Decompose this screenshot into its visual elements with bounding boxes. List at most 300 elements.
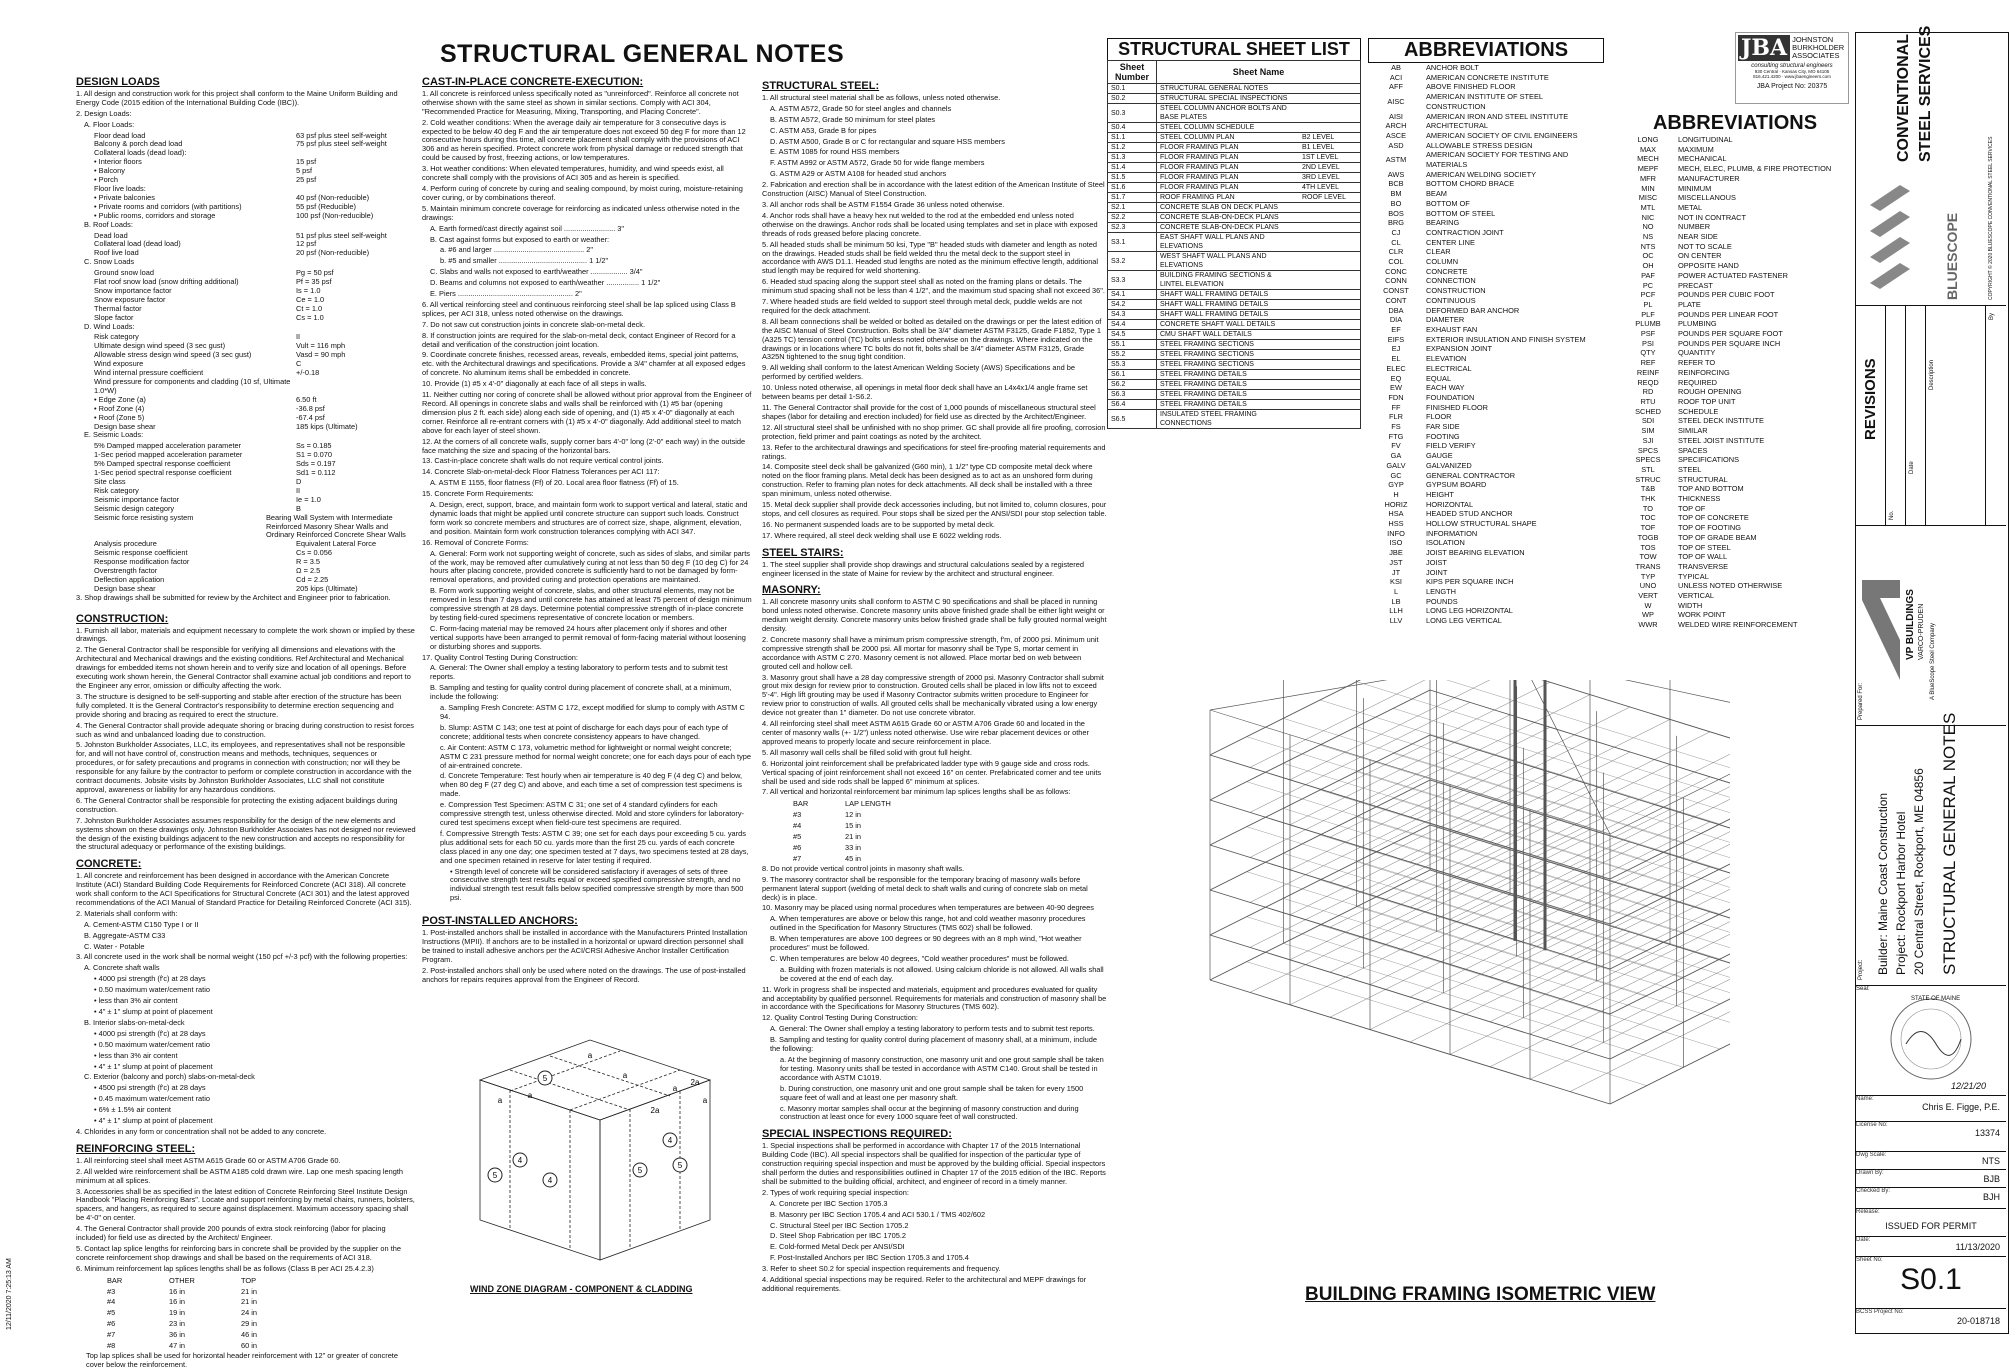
abbr-key: NS (1642, 232, 1654, 242)
abbr-meaning: MECH, ELEC, PLUMB, & FIRE PROTECTION (1678, 164, 1832, 174)
lap-cell: #7 (107, 1330, 116, 1340)
sheet-level (1299, 233, 1361, 252)
load-value: 55 psf (Reducible) (296, 201, 356, 211)
abbr-meaning: MINIMUM (1678, 183, 1712, 193)
note: 10. Unless noted otherwise, all openings in metal floor deck shall have an L4x4x1/4 angle frame set between beams per detail 1-S6.2. (762, 383, 1088, 402)
note: 12. All structural steel shall be unfinished with no shop primer. GC shall provide all fire proofing, corrosion protection, field primer and paint coatings as noted by the architect. (762, 422, 1106, 441)
drawn-by: BJB (1983, 1174, 2000, 1184)
abbr-key: MFR (1639, 173, 1656, 183)
load-row (94, 249, 416, 258)
project-name: Project: Rockport Harbor Hotel (1894, 811, 1908, 975)
abbr-meaning: WORK POINT (1678, 610, 1726, 620)
abbr-meaning: FAR SIDE (1426, 422, 1460, 432)
load-label: Response modification factor (94, 557, 190, 567)
load-value: 12 psf (296, 239, 317, 249)
abbr-key: REF (1640, 358, 1656, 368)
steel-stairs-heading: STEEL STAIRS: (762, 546, 844, 559)
reinforcing-notes (76, 1157, 416, 1274)
abbr-key: GALV (1386, 460, 1406, 470)
license-no: 13374 (1974, 1128, 2000, 1138)
note: 4. The General Contractor shall provide adequate shoring or bracing during construction to resist forces such as wind and unbalanced loading due to construction. (76, 720, 414, 739)
abbr-row (1620, 620, 1833, 630)
load-row (94, 158, 416, 167)
sheet-level (1299, 330, 1361, 340)
abbr-key: H (1393, 489, 1399, 499)
sheet-row (1108, 233, 1361, 252)
abbr-key: SJI (1642, 435, 1654, 445)
abbr-row (1368, 587, 1604, 597)
abbr-key: EF (1391, 324, 1401, 334)
zone-label: 4 (547, 1176, 553, 1185)
note: 2. Materials shall conform with: (76, 908, 178, 918)
abbr-meaning: AMERICAN CONCRETE INSTITUTE (1426, 72, 1549, 82)
abbr-row (1368, 529, 1604, 539)
note: 17. Quality Control Testing During Construction: (422, 652, 578, 662)
note: C. ASTM A53, Grade B for pipes (770, 125, 877, 135)
abbr-row (1620, 572, 1833, 582)
note: 2. Post-installed anchors shall only be used where noted on the drawings. The use of post-installed anchors for repairs requires approval from the Engineer of Record. (422, 965, 746, 984)
sheet-row (1108, 410, 1361, 429)
abbr-meaning: FOOTING (1426, 431, 1460, 441)
load-value: 100 psf (Non-reducible) (296, 210, 374, 220)
rev-col-line (1905, 305, 1906, 525)
abbr-key: BM (1390, 189, 1402, 199)
abbr-key: L (1393, 586, 1399, 596)
abbr-meaning: PRECAST (1678, 280, 1713, 290)
load-label: • Balcony (94, 166, 125, 176)
lap-cell: #5 (107, 1308, 116, 1318)
sheet-number: S4.1 (1108, 290, 1157, 300)
column-design-loads (76, 70, 416, 1372)
abbr-row (1368, 422, 1604, 432)
note: B. Aggregate-ASTM C33 (84, 930, 166, 940)
abbr-meaning: ELECTRICAL (1426, 363, 1472, 373)
abbr-key: MISC (1638, 193, 1658, 203)
csc-name: CONVENTIONAL (1895, 34, 1912, 162)
framing-member (1530, 879, 1730, 989)
abbr-key: ACI (1389, 72, 1403, 82)
abbr-meaning: COLUMN (1426, 257, 1459, 267)
abbr-row (1368, 335, 1604, 345)
note: D. ASTM A500, Grade B or C for rectangular and square HSS members (770, 136, 1005, 146)
zone-label: a (622, 1071, 628, 1080)
abbr-meaning: THICKNESS (1678, 494, 1721, 504)
load-label: Floor live loads: (94, 183, 146, 193)
framing-member (1570, 757, 1730, 867)
sheet-level: 1ST LEVEL (1299, 153, 1361, 163)
abbr-key: MAX (1639, 144, 1656, 154)
load-label: Seismic design category (94, 503, 175, 513)
abbr-key: TOGB (1637, 532, 1659, 542)
load-value: 205 kips (Ultimate) (296, 583, 358, 593)
load-label: Snow exposure factor (94, 294, 166, 304)
masonry-notes (762, 598, 1107, 797)
load-value: 6.50 ft (296, 394, 317, 404)
abbr-meaning: JOIST (1426, 557, 1447, 567)
note: 4. Anchor rods shall have a heavy hex nut welded to the rod at the embedded end unless noted otherwise on the drawings. Anchor rods shall be located using templates and set in place with exposed threads of rods greased before placing concrete. (762, 210, 1098, 238)
sheet-number: S1.2 (1108, 143, 1157, 153)
abbr-key: PC (1642, 280, 1654, 290)
note: 3. Refer to sheet S0.2 for special inspection requirements and frequency. (762, 1264, 1001, 1274)
note: C. Exterior (balcony and porch) slabs-on-metal-deck (84, 1072, 255, 1082)
note: B. Sampling and testing for quality control during placement of concrete shall, at a minimum, include the following: (430, 683, 732, 702)
lap-cell: 21 in (845, 832, 862, 842)
reinforcing-heading: REINFORCING STEEL: (76, 1142, 196, 1155)
sheet-number: S6.2 (1108, 380, 1157, 390)
note: • less than 3% air content (94, 1050, 178, 1060)
abbr-row (1620, 261, 1833, 271)
bluescope-logo-icon (1860, 175, 1940, 305)
note: B. Sampling and testing for quality control during placement of masonry shall, at a minimum, include the following: (770, 1035, 1097, 1054)
abbr-meaning: POWER ACTUATED FASTENER (1678, 270, 1788, 280)
load-value: R = 3.5 (296, 557, 321, 567)
abbr-key: HSS (1388, 519, 1404, 529)
note: A. General: The Owner shall employ a testing laboratory to perform tests and to submit test reports. (770, 1024, 1095, 1034)
sheet-number: S1.1 (1108, 133, 1157, 143)
note: 7. Where headed studs are field welded to support steel through metal deck, puddle welds are not required for the deck attachment. (762, 297, 1083, 315)
load-label: Wind internal pressure coefficient (94, 368, 204, 378)
abbr-meaning: WELDED WIRE REINFORCEMENT (1678, 620, 1798, 630)
zone-label: a (587, 1051, 593, 1060)
abbr-key: JST (1389, 557, 1403, 567)
label: Dwg Scale: (1856, 1152, 1887, 1158)
note: 7. All vertical and horizontal reinforcement bar minimum lap splices lengths shall be as follows: (762, 787, 1071, 797)
abbr-meaning: HEADED STUD ANCHOR (1426, 509, 1513, 519)
sheet-row (1108, 370, 1361, 380)
abbr-row (1620, 416, 1833, 426)
abbr-row (1620, 475, 1833, 485)
load-value: 5 psf (296, 166, 313, 176)
note: 5. Contact lap splice lengths for reinforcing bars in concrete shall be provided by the supplier on the concrete reinforcement shop drawings and shall be based on the requirements of ACI 318. (76, 1243, 401, 1262)
note: 1. Post-installed anchors shall be installed in accordance with the Manufacturers Printed Installation Instructions (MPII). If anchors are to be installed in a horizontal or upward direction personnel shall be trained to install adhesive anchors per the ACI/CRSI Adhesive Anchor Installer Certification Program. (422, 928, 748, 964)
abbr-row (1620, 348, 1833, 358)
note: 3. The structure is designed to be self-supporting and stable after erection of the structure has been fully completed. It is the General Contractor's responsibility to determine erection sequencing and provide shoring and bracing as required to erect the structure. (76, 691, 402, 719)
lap-cell: 23 in (169, 1319, 186, 1329)
load-label: 1-Sec period spectral response coefficient (94, 468, 232, 478)
rev-col-line (1925, 305, 1926, 525)
note: 8. All beam connections shall be welded or bolted as detailed on the drawings or per the latest edition of the AISC Manual of Steel Construction. Bolts shall be 3/4" diameter ASTM F3125, Grade F1852, Type 1 (A325 TC) tension control (TC) bolts unless noted otherwise on the drawings. Where indicated on the drawings or in locations where TC bolts do not fit, bolts shall be 3/4" diameter ASTM F3125, Grade A325N tightened to the snug tight condition. (762, 316, 1102, 362)
note: 6. Horizontal joint reinforcement shall be prefabricated ladder type with 9 gauge side and cross rods. Vertical spacing of joint reinforcement shall not exceed 16" on center. Prefabricated corner and tee units shall be used and side rods shall be lapped 6" minimum at splices. (762, 758, 1102, 786)
note: 6. The General Contractor shall be responsible for protecting the existing adjacent buildings during construction. (76, 795, 398, 814)
sheet-name: STRUCTURAL GENERAL NOTES (1157, 84, 1300, 94)
seismic-loads-list (76, 442, 416, 593)
note: 8. If construction joints are required for the slab-on-metal deck, contact Engineer of Record for a detail and verification of the construction joint location. (422, 330, 736, 349)
sheet-name: STRUCTURAL SPECIAL INSPECTIONS (1157, 94, 1300, 104)
abbr-key: SIM (1641, 426, 1655, 436)
abbr-key: AISI (1389, 111, 1403, 121)
note: 1. The steel supplier shall provide shop drawings and structural calculations sealed by a registered engineer licensed in the state of Maine for review by the architect and structural engineer. (762, 559, 1084, 578)
load-label: 5% Damped mapped acceleration parameter (94, 441, 242, 451)
sheet-number: S1.6 (1108, 183, 1157, 193)
abbr-row (1368, 606, 1604, 616)
abbr-meaning: POUNDS PER SQUARE FOOT (1678, 329, 1783, 339)
seal-date: 12/21/20 (1950, 1081, 1986, 1091)
note: a. #6 and larger ............................................ 2" (440, 245, 593, 255)
abbr-meaning: ARCHITECTURAL (1426, 121, 1489, 131)
note: 3. All anchor rods shall be ASTM F1554 Grade 36 unless noted otherwise. (762, 199, 1005, 209)
sheet-level: 4TH LEVEL (1299, 183, 1361, 193)
load-label: Floor dead load (94, 130, 146, 140)
abbr-meaning: TOP OF WALL (1678, 552, 1728, 562)
abbr-key: JBE (1389, 548, 1403, 558)
abbr-meaning: AMERICAN INSTITUTE OF STEEL CONSTRUCTION (1426, 92, 1543, 111)
sheet-number: S0.1 (1108, 84, 1157, 94)
abbr-row (1368, 490, 1604, 500)
note: 2. Design Loads: (76, 108, 132, 118)
note: 4. Chlorides in any form or concentration shall not be added to any concrete. (76, 1126, 327, 1136)
abbr-row (1620, 513, 1833, 523)
note: f. Compressive Strength Tests: ASTM C 39; one set for each days pour exceeding 5 cu. yards plus additional sets for each 50 cu. yards more than the first 25 cu. yards of each concrete class placed in any one day; one specimen tested at 7 days, two specimens tested at 28 days, and one specimen retained in reserve for later testing if required. (440, 828, 749, 865)
lap-cell: #5 (793, 832, 802, 842)
sheet-name: STEEL FRAMING SECTIONS (1157, 360, 1300, 370)
abbr-meaning: LONG LEG VERTICAL (1426, 616, 1502, 626)
note: e. Compression Test Specimen: ASTM C 31; one set of 4 standard cylinders for each compressive strength test, unless otherwise directed. Mold and store cylinders for laboratory-cured test specimens except when field-cure test specimens are required. (440, 800, 744, 827)
abbr-key: MECH (1637, 154, 1659, 164)
load-value: II (296, 485, 301, 495)
note: b. #5 and smaller ........................................... 1 1/2" (440, 256, 609, 266)
load-value: B (296, 503, 301, 513)
abbr-key: FDN (1388, 392, 1404, 402)
subheading: C. Snow Loads (84, 257, 135, 267)
load-label: • Porch (94, 175, 118, 185)
abbr-meaning: QUANTITY (1678, 348, 1716, 358)
note: 9. The masonry contractor shall be responsible for the temporary bracing of masonry walls before permanent lateral support (welding of metal deck to shaft walls and curing of concrete slab on metal deck) is in place. (762, 874, 1088, 902)
note: 10. Provide (1) #5 x 4'-0" diagonally at each face of all steps in walls. (422, 379, 647, 389)
abbr-meaning: BOTTOM OF STEEL (1426, 208, 1496, 218)
label: BCSS Project No: (1856, 1309, 1904, 1315)
sheet-level (1299, 320, 1361, 330)
sheet-title-vertical: STRUCTURAL GENERAL NOTES (1940, 712, 1959, 975)
note: c. Masonry mortar samples shall occur at the beginning of masonry construction and during construction at least once for every 1000 square feet of wall constructed. (780, 1103, 1079, 1122)
abbr-key: EIFS (1387, 334, 1405, 344)
abbr-meaning: NOT TO SCALE (1678, 241, 1732, 251)
load-value: S1 = 0.070 (296, 450, 332, 460)
abbr-key: VERT (1638, 591, 1658, 601)
zone-label: a (672, 1084, 678, 1093)
sheet-number: S3.1 (1108, 233, 1157, 252)
lap-cell: 19 in (169, 1308, 186, 1318)
abbr-meaning: CONTINUOUS (1426, 295, 1476, 305)
load-label: Dead load (94, 230, 128, 240)
framing-member (1570, 892, 1730, 1002)
abbr-key: THK (1640, 494, 1656, 504)
load-row (94, 314, 416, 323)
note: c. Air Content: ASTM C 173, volumetric method for lightweight or normal weight concrete; ASTM C 231 pressure method for normal weight concrete; one for each days pour of each type of air-entrained concrete. (440, 742, 751, 770)
abbr-row (1368, 538, 1604, 548)
load-label: Ground snow load (94, 268, 154, 278)
abbreviations-title: ABBREVIATIONS (1368, 38, 1604, 63)
abbreviations-2 (1620, 112, 1850, 630)
abbr-meaning: GALVANIZED (1426, 460, 1472, 470)
load-label: Ultimate design wind speed (3 sec gust) (94, 341, 226, 351)
abbr-row (1620, 465, 1833, 475)
abbr-row (1620, 242, 1833, 252)
framing-member (1247, 872, 1647, 996)
note: 8. Do not provide vertical control joints in masonry shaft walls. (762, 863, 965, 873)
abbr-meaning: LONGITUDINAL (1678, 135, 1733, 144)
roof-loads-list (76, 232, 416, 259)
load-value: 20 psf (Non-reducible) (296, 248, 370, 258)
sheet-number: S2.1 (1108, 203, 1157, 213)
abbr-key: WWR (1638, 620, 1658, 630)
lap-row (792, 832, 892, 843)
framing-member (1247, 917, 1647, 1041)
abbr-meaning: STEEL DECK INSTITUTE (1678, 416, 1764, 426)
abbr-row (1620, 300, 1833, 310)
abbr-meaning: ALLOWABLE STRESS DESIGN (1426, 140, 1533, 150)
note: 15. Metal deck supplier shall provide deck accessories including, but not limited to, column closures, pour stops, and cell closures as required. Pour stops shall be sized per the ANSI/SDI pour stop selection table. (762, 500, 1107, 518)
note: • 0.45 maximum water/cement ratio (94, 1094, 210, 1104)
abbr-row (1368, 228, 1604, 238)
prepared-for-label: Prepared For: (1858, 682, 1864, 720)
zone-label: 5 (677, 1161, 683, 1170)
framing-member (1430, 680, 1730, 769)
abbr-row (1620, 339, 1833, 349)
sheet-number: S1.4 (1108, 163, 1157, 173)
load-row (94, 149, 416, 158)
abbr-row (1620, 426, 1833, 436)
abbr-meaning: TOP OF CONCRETE (1678, 513, 1749, 523)
abbr-row (1368, 412, 1604, 422)
abbr-key: WP (1642, 610, 1654, 620)
abbr-key: W (1644, 600, 1652, 610)
abbr-meaning: MANUFACTURER (1678, 173, 1740, 183)
note: 4. All reinforcing steel shall meet ASTM A615 Grade 60 or ASTM A706 Grade 60 and located in the center of masonry walls (+- 1/2") unless noted otherwise. Use wire rebar placement devices or other approved means to properly locate and secure reinforcement in place. (762, 719, 1089, 746)
zone-label: 5 (542, 1074, 548, 1083)
abbr-key: TOS (1640, 542, 1656, 552)
note: A. Earth formed/cast directly against soil ......................... 3" (430, 223, 625, 233)
abbr-meaning: PLUMBING (1678, 319, 1717, 329)
sheet-number: S0.4 (1108, 123, 1157, 133)
sheet-row (1108, 340, 1361, 350)
label: Name: (1856, 1096, 1874, 1102)
sheet-number: S5.3 (1108, 360, 1157, 370)
abbr-key: AB (1391, 63, 1401, 72)
lap-cell: 60 in (241, 1341, 258, 1351)
sheet-number: S0.1 (1900, 1263, 1962, 1296)
abbr-row (1368, 519, 1604, 529)
note: • 4" ± 1" slump at point of placement (94, 1061, 213, 1071)
jba-phone: 816.421.4200 · www.jbaengineers.com (1753, 74, 1831, 79)
label: Drawn By: (1856, 1170, 1884, 1176)
sheet-name: CONCRETE SLAB-ON-DECK PLANS (1157, 213, 1300, 223)
sheet-level (1299, 410, 1361, 429)
floor-loads-list (76, 132, 416, 221)
load-label: • Public rooms, corridors and storage (94, 210, 216, 220)
load-value: Sds = 0.197 (296, 459, 336, 469)
abbr-row (1368, 170, 1604, 180)
note: B. Interior slabs-on-metal-deck (84, 1017, 185, 1027)
note: 1. All structural steel material shall be as follows, unless noted otherwise. (762, 92, 1001, 102)
abbr-key: ARCH (1385, 121, 1407, 131)
subheading: D. Wind Loads: (84, 321, 135, 331)
abbr-row (1368, 121, 1604, 131)
abbr-key: PL (1643, 299, 1653, 309)
load-value: C (296, 359, 302, 369)
zone-label: a (527, 1091, 533, 1100)
sheet-number: S6.5 (1108, 410, 1157, 429)
sheet-level (1299, 290, 1361, 300)
abbr-meaning: STEEL JOIST INSTITUTE (1678, 435, 1765, 445)
abbr-row (1368, 63, 1604, 73)
checked-by: BJH (1982, 1192, 2000, 1202)
abbr-key: TYP (1640, 571, 1656, 581)
abbr-row (1368, 150, 1604, 169)
abbr-key: REINF (1636, 367, 1660, 377)
sheet-level (1299, 340, 1361, 350)
abbr-meaning: TOP OF (1678, 503, 1706, 513)
abbr-meaning: SPECIFICATIONS (1678, 455, 1740, 465)
load-value: Vasd = 90 mph (296, 350, 346, 360)
note: 9. All welding shall conform to the latest American Welding Society (AWS) Specifications and be performed by certified welders. (762, 363, 1076, 382)
special-inspection-notes (762, 1142, 1107, 1294)
abbr-row (1368, 286, 1604, 296)
load-value: Bearing Wall System with Intermediate Reinforced Masonry Shear Walls and Ordinary Reinforced Concrete Shear Walls (266, 512, 406, 540)
abbr-meaning: AMERICAN SOCIETY OF CIVIL ENGINEERS (1426, 130, 1578, 140)
load-label: • Roof Zone (4) (94, 403, 145, 413)
abbr-meaning: EXHAUST FAN (1426, 324, 1478, 334)
note: 2. Concrete masonry shall have a minimum prism compressive strength, f'm, of 2000 psi. Minimum unit compressive strength shall be 2000 psi. All mortar for masonry shall be Type S, mortar cement in accordance with ASTM C 270. Masonry cement is not allowed. Place mortar bed on web between grouted cell and hollow cell. (762, 634, 1099, 671)
abbr-meaning: CONTRACTION JOINT (1426, 227, 1504, 237)
sheet-row (1108, 104, 1361, 123)
load-value: 40 psf (Non-reducible) (296, 192, 370, 202)
note: A. General: Form work not supporting weight of concrete, such as sides of slabs, and similar parts of the work, may be removed after cumulatively curing at not less than 50 deg F (10 deg C) for 24 hours after placing concrete, provided concrete is sufficiently hard to not be damaged by form-removal operations, and provided curing and protection operations are maintained. (430, 548, 750, 585)
load-value: 75 psf plus steel self-weight (296, 139, 387, 149)
rev-col-by: By (1989, 312, 1995, 320)
abbr-row (1620, 184, 1833, 194)
framing-member (1570, 847, 1730, 957)
abbr-key: MTL (1640, 202, 1656, 212)
abbr-meaning: KIPS PER SQUARE INCH (1426, 577, 1514, 587)
sheet-level (1299, 400, 1361, 410)
note: 5. Johnston Burkholder Associates, LLC, its employees, and representatives shall not be responsible for, and will not have control of, construction means and methods, techniques, sequences or procedures, or for safety precautions and programs in connection with construction; nor will they be responsible for any failure by the contractor to perform or complete construction in accordance with the contract documents. Jobsite visits by Johnston Burkholder Associates, LLC shall not constitute approval, awareness or liability for any hazardous conditions. (76, 740, 412, 794)
abbr-meaning: SCHEDULE (1678, 406, 1719, 416)
abbr-row (1620, 543, 1833, 553)
abbr-meaning: CONSTRUCTION (1426, 286, 1486, 296)
jba-block (1735, 32, 1849, 104)
note: 12. At the corners of all concrete walls, supply corner bars 4'-0" long (2'-0" each way) in the outside face matching the size and spacing of the horizontal bars. (422, 436, 746, 455)
load-value: Ω = 2.5 (296, 566, 321, 576)
abbr-row (1368, 383, 1604, 393)
abbr-meaning: MAXIMUM (1678, 144, 1714, 154)
note: 15. Concrete Form Requirements: (422, 489, 534, 499)
load-value: -67.4 psf (296, 412, 325, 422)
jba-name: JOHNSTON (1792, 35, 1834, 44)
abbr-row (1620, 271, 1833, 281)
rev-col-no: No. (1889, 510, 1895, 520)
sheet-number: S6.1 (1108, 370, 1157, 380)
load-row (94, 378, 416, 396)
lap-cell: 21 in (241, 1286, 258, 1296)
abbr-meaning: JOIST BEARING ELEVATION (1426, 548, 1525, 558)
sheet-row (1108, 310, 1361, 320)
note: A. Design, erect, support, brace, and maintain form work to support vertical and lateral, static and dynamic loads that might be applied until concrete structure can support such loads. Construct form work so concrete members and structures are of correct size, shape, alignment, elevation, and position. Maintain form work construction tolerances complying with ACI 347. (430, 500, 748, 536)
masonry-notes-2 (762, 865, 1107, 1123)
abbr-row (1620, 378, 1833, 388)
tb-sheet-row (1856, 1256, 2006, 1309)
note: 3. Accessories shall be as specified in the latest edition of Concrete Reinforcing Steel Institute Design Handbook "Placing Reinforcing Bars". Locate and support reinforcing by metal chairs, runners, bolsters, spacers, and hangers, as required to secure against displacement. Maximum accessory spacing shall be 4'-0" on center. (76, 1186, 415, 1223)
abbr-key: OC (1642, 251, 1654, 261)
abbr-row (1620, 533, 1833, 543)
sheet-name: INSULATED STEEL FRAMING CONNECTIONS (1157, 410, 1300, 429)
note: • 0.50 maximum water/cement ratio (94, 1039, 210, 1049)
note: 3. Hot weather conditions: When elevated temperatures, humidity, and wind speeds exist, all concrete shall comply with the provisions of ACI 305 and as herein is specified. (422, 164, 724, 183)
abbr-row (1368, 471, 1604, 481)
abbr-row (1620, 358, 1833, 368)
load-value: Ss = 0.185 (296, 441, 332, 451)
abbr-key: LLH (1389, 606, 1403, 616)
tb-scale-row (1856, 1151, 2006, 1170)
